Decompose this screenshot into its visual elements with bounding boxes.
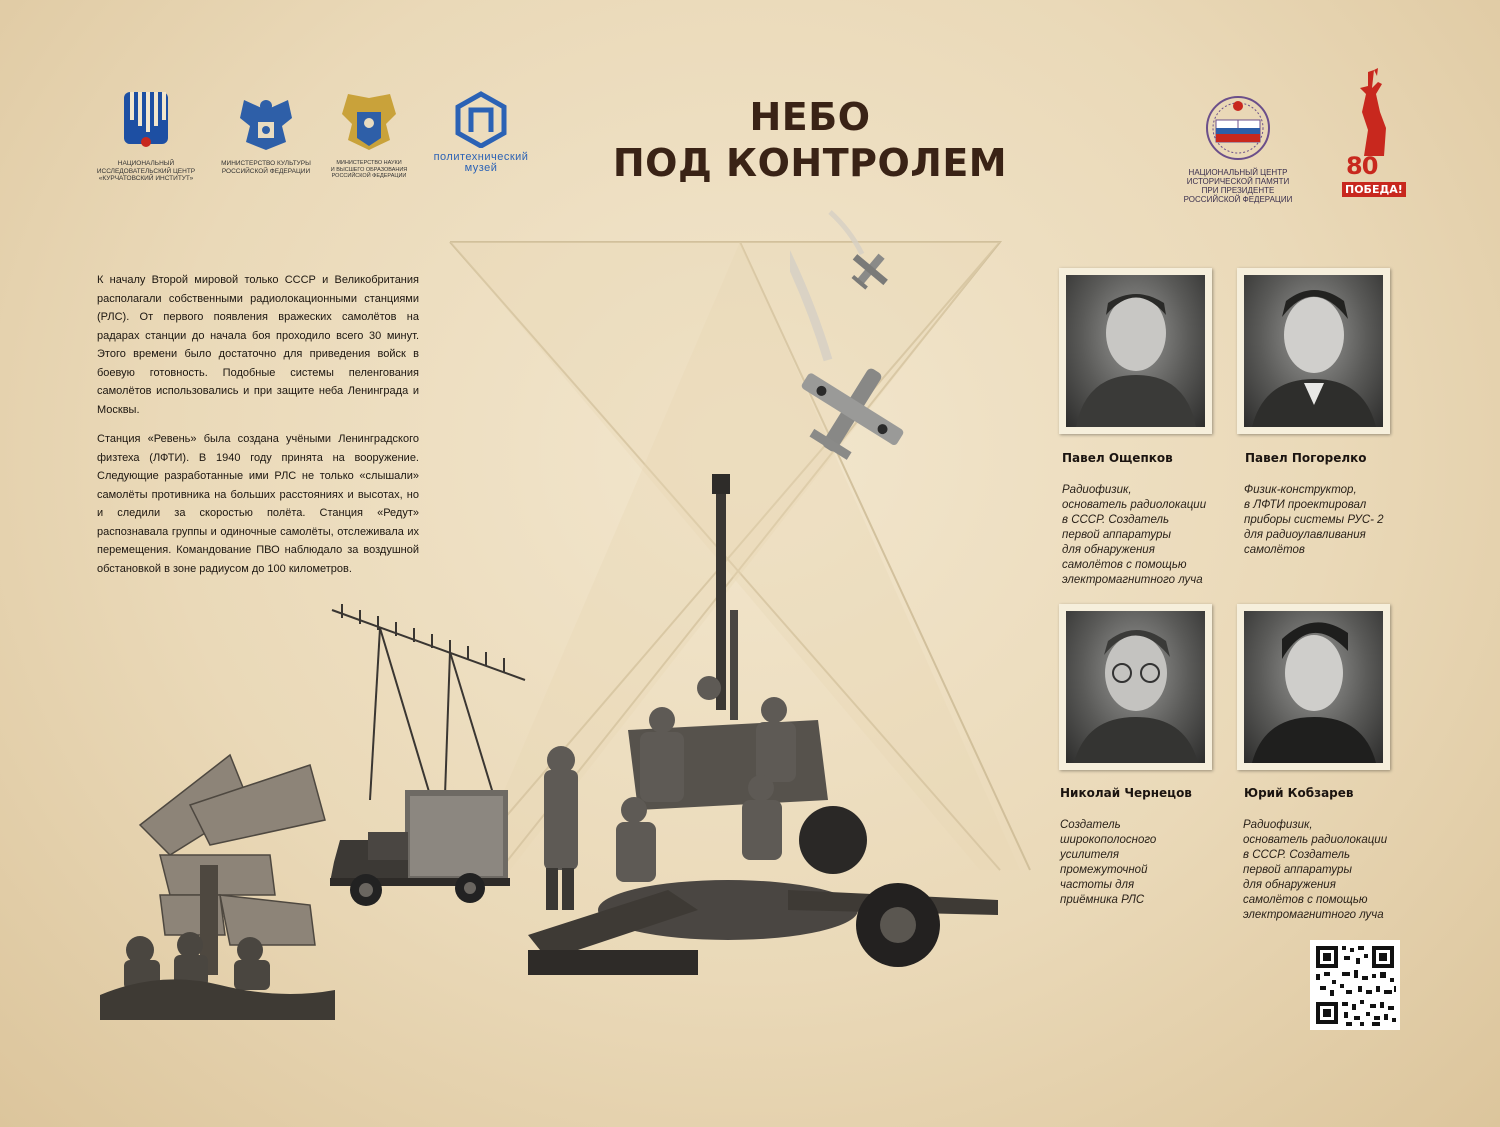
person-description-3: Создатель широкополосного усилителя промежуточной частоты для приёмника РЛС bbox=[1060, 819, 1157, 906]
logo-ministry-science bbox=[330, 92, 408, 182]
title-line1: НЕБО bbox=[749, 95, 871, 139]
portrait-pogorelko bbox=[1244, 275, 1383, 427]
portrait-kobzarev bbox=[1244, 611, 1383, 763]
anti-aircraft-gun-illustration bbox=[528, 470, 1028, 975]
title-line2: ПОД КОНТРОЛЕМ bbox=[612, 141, 1008, 185]
logo-kurchatov bbox=[90, 90, 202, 182]
diving-planes-illustration bbox=[790, 210, 920, 500]
polytech-line2: музей bbox=[464, 162, 498, 174]
person-silhouette-icon bbox=[1066, 611, 1205, 763]
kurchatov-emblem-icon bbox=[90, 90, 202, 152]
memory-line4: РОССИЙСКОЙ ФЕДЕРАЦИИ bbox=[1183, 195, 1293, 204]
portrait-frame-4 bbox=[1237, 604, 1390, 770]
radar-truck-illustration bbox=[320, 600, 535, 910]
portrait-chernetsov bbox=[1066, 611, 1205, 763]
polytech-line1: политехнический bbox=[433, 151, 529, 163]
portrait-frame-1 bbox=[1059, 268, 1212, 434]
person-name-3: Николай Чернецов bbox=[1060, 786, 1192, 800]
memory-line3: ПРИ ПРЕЗИДЕНТЕ bbox=[1201, 186, 1275, 195]
memory-center-emblem-icon bbox=[1172, 92, 1304, 162]
logo-victory-80 bbox=[1338, 68, 1416, 208]
sound-locator-illustration bbox=[100, 745, 335, 1020]
memory-line1: НАЦИОНАЛЬНЫЙ ЦЕНТР bbox=[1188, 168, 1288, 177]
ministry-science-eagle-icon bbox=[330, 92, 408, 154]
culture-line2: РОССИЙСКОЙ ФЕДЕРАЦИИ bbox=[221, 167, 311, 175]
science-line2: И ВЫСШЕГО ОБРАЗОВАНИЯ bbox=[330, 166, 408, 173]
intro-text bbox=[97, 271, 419, 589]
memory-line2: ИСТОРИЧЕСКОЙ ПАМЯТИ bbox=[1186, 177, 1290, 186]
person-silhouette-icon bbox=[1066, 275, 1205, 427]
double-headed-eagle-icon bbox=[214, 92, 318, 154]
portrait-frame-3 bbox=[1059, 604, 1212, 770]
person-description-2: Физик-конструктор, в ЛФТИ проектировал приборы системы РУС- 2 для радиоулавливания самолётов bbox=[1244, 484, 1384, 556]
intro-paragraph-1: К началу Второй мировой только СССР и Великобритания располагали собственными радиолокационными станциями (РЛС). От первого появления вражеских самолётов на радарах станции до начала боя проходило всего 30 минут. Этого времени было достаточно для приведения войск в боевую готовность. Подобные системы пеленгования самолётов использовались и при защите неба Ленинграда и Москвы. bbox=[97, 274, 419, 416]
person-description-1: Радиофизик, основатель радиолокации в СССР. Создатель первой аппаратуры для обнаружения самолётов с помощью электромагнитного луча bbox=[1062, 484, 1207, 586]
person-description-4: Радиофизик, основатель радиолокации в СССР. Создатель первой аппаратуры для обнаружения самолётов с помощью электромагнитного луча bbox=[1243, 819, 1388, 921]
victory-number: 80 bbox=[1346, 152, 1378, 180]
logo-polytech-museum bbox=[418, 90, 544, 180]
polytech-hexagon-icon bbox=[418, 90, 544, 148]
science-line3: РОССИЙСКОЙ ФЕДЕРАЦИИ bbox=[331, 173, 407, 179]
kurchatov-line1: НАЦИОНАЛЬНЫЙ bbox=[117, 160, 175, 167]
culture-line1: МИНИСТЕРСТВО КУЛЬТУРЫ bbox=[221, 160, 311, 167]
portrait-frame-2 bbox=[1237, 268, 1390, 434]
person-silhouette-icon bbox=[1244, 275, 1383, 427]
kurchatov-line2: ИССЛЕДОВАТЕЛЬСКИЙ ЦЕНТР bbox=[96, 167, 196, 175]
qr-code[interactable] bbox=[1310, 940, 1400, 1030]
science-line1: МИНИСТЕРСТВО НАУКИ bbox=[336, 160, 402, 166]
person-name-2: Павел Погорелко bbox=[1245, 451, 1367, 465]
person-name-4: Юрий Кобзарев bbox=[1244, 786, 1354, 800]
page-title bbox=[580, 94, 1040, 186]
person-silhouette-icon bbox=[1244, 611, 1383, 763]
portrait-oshchepkov bbox=[1066, 275, 1205, 427]
qr-code-icon bbox=[1310, 940, 1400, 1030]
logo-memory-center bbox=[1172, 92, 1304, 212]
logo-ministry-culture bbox=[214, 92, 318, 182]
victory-word: ПОБЕДА! bbox=[1342, 182, 1406, 197]
person-name-1: Павел Ощепков bbox=[1062, 451, 1173, 465]
intro-paragraph-2: Станция «Ревень» была создана учёными Ленинградского физтеха (ЛФТИ). В 1940 году принята на вооружение. Следующие разработанные ими РЛС не только «слышали» самолёты противника на больших расстояниях и высотах, но и следили за скоростью полёта. Станция «Редут» распознавала группы и одиночные самолёты, отслеживала их перемещения. Командование ПВО наблюдало за воздушной обстановкой в зоне радиусом до 100 километров. bbox=[97, 433, 419, 575]
kurchatov-line3: «КУРЧАТОВСКИЙ ИНСТИТУТ» bbox=[98, 175, 194, 182]
motherland-statue-icon bbox=[1338, 68, 1416, 158]
